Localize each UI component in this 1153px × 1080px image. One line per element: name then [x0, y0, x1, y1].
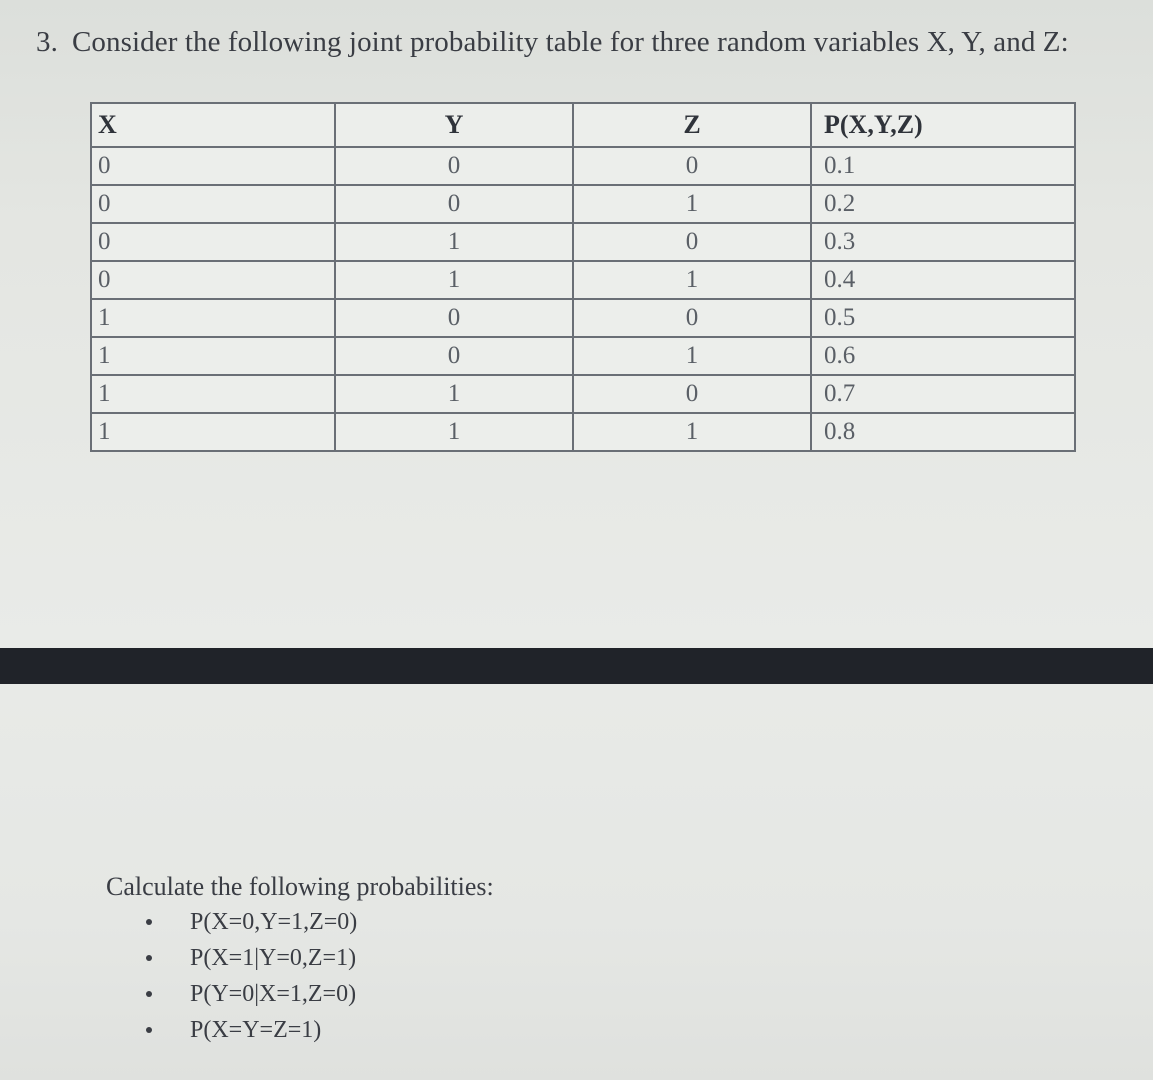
list-item-text: P(Y=0|X=1,Z=0): [190, 981, 357, 1007]
header-x: X: [91, 103, 335, 147]
cell-z: 0: [573, 299, 811, 337]
cell-y: 0: [335, 337, 573, 375]
table-header-row: [91, 103, 1075, 147]
cell-z: 1: [573, 413, 811, 451]
cell-probability: 0.4: [811, 261, 1075, 299]
cell-y: 1: [335, 261, 573, 299]
cell-z: 1: [573, 261, 811, 299]
section-divider: [0, 648, 1153, 684]
table-row: [91, 261, 1075, 299]
cell-z: 0: [573, 223, 811, 261]
cell-x: 0: [91, 147, 335, 185]
question-number: 3.: [36, 26, 58, 58]
table-row: [91, 413, 1075, 451]
list-item: [140, 976, 357, 1012]
header-probability: P(X,Y,Z): [811, 103, 1075, 147]
table-row: [91, 337, 1075, 375]
cell-x: 1: [91, 375, 335, 413]
cell-x: 1: [91, 299, 335, 337]
question-body: Consider the following joint probability table for three random variables X, Y, and Z:: [71, 26, 1069, 58]
table-row: [91, 147, 1075, 185]
list-item-text: P(X=1|Y=0,Z=1): [190, 945, 357, 971]
cell-z: 1: [573, 337, 811, 375]
header-y: Y: [335, 103, 573, 147]
cell-y: 1: [335, 375, 573, 413]
cell-z: 1: [573, 185, 811, 223]
bullet-icon: [146, 955, 152, 961]
table-row: [91, 299, 1075, 337]
list-item: [140, 940, 357, 976]
table-row: [91, 223, 1075, 261]
cell-y: 1: [335, 413, 573, 451]
list-item: [140, 904, 357, 940]
cell-probability: 0.5: [811, 299, 1075, 337]
cell-probability: 0.1: [811, 147, 1075, 185]
cell-probability: 0.7: [811, 375, 1075, 413]
cell-x: 0: [91, 185, 335, 223]
probability-list: [140, 904, 357, 1048]
joint-probability-table: [90, 102, 1076, 452]
cell-z: 0: [573, 147, 811, 185]
question-text: [36, 26, 1069, 59]
cell-y: 0: [335, 185, 573, 223]
cell-y: 0: [335, 299, 573, 337]
table-row: [91, 375, 1075, 413]
cell-x: 1: [91, 337, 335, 375]
table-row: [91, 185, 1075, 223]
cell-z: 0: [573, 375, 811, 413]
cell-x: 0: [91, 223, 335, 261]
list-item-text: P(X=0,Y=1,Z=0): [190, 909, 358, 935]
list-item-text: P(X=Y=Z=1): [190, 1017, 322, 1043]
cell-y: 1: [335, 223, 573, 261]
cell-probability: 0.6: [811, 337, 1075, 375]
cell-probability: 0.3: [811, 223, 1075, 261]
cell-x: 0: [91, 261, 335, 299]
calculate-title: Calculate the following probabilities:: [106, 872, 494, 901]
bullet-icon: [146, 991, 152, 997]
bullet-icon: [146, 919, 152, 925]
cell-probability: 0.8: [811, 413, 1075, 451]
cell-x: 1: [91, 413, 335, 451]
cell-probability: 0.2: [811, 185, 1075, 223]
bullet-icon: [146, 1027, 152, 1033]
list-item: [140, 1012, 357, 1048]
cell-y: 0: [335, 147, 573, 185]
header-z: Z: [573, 103, 811, 147]
